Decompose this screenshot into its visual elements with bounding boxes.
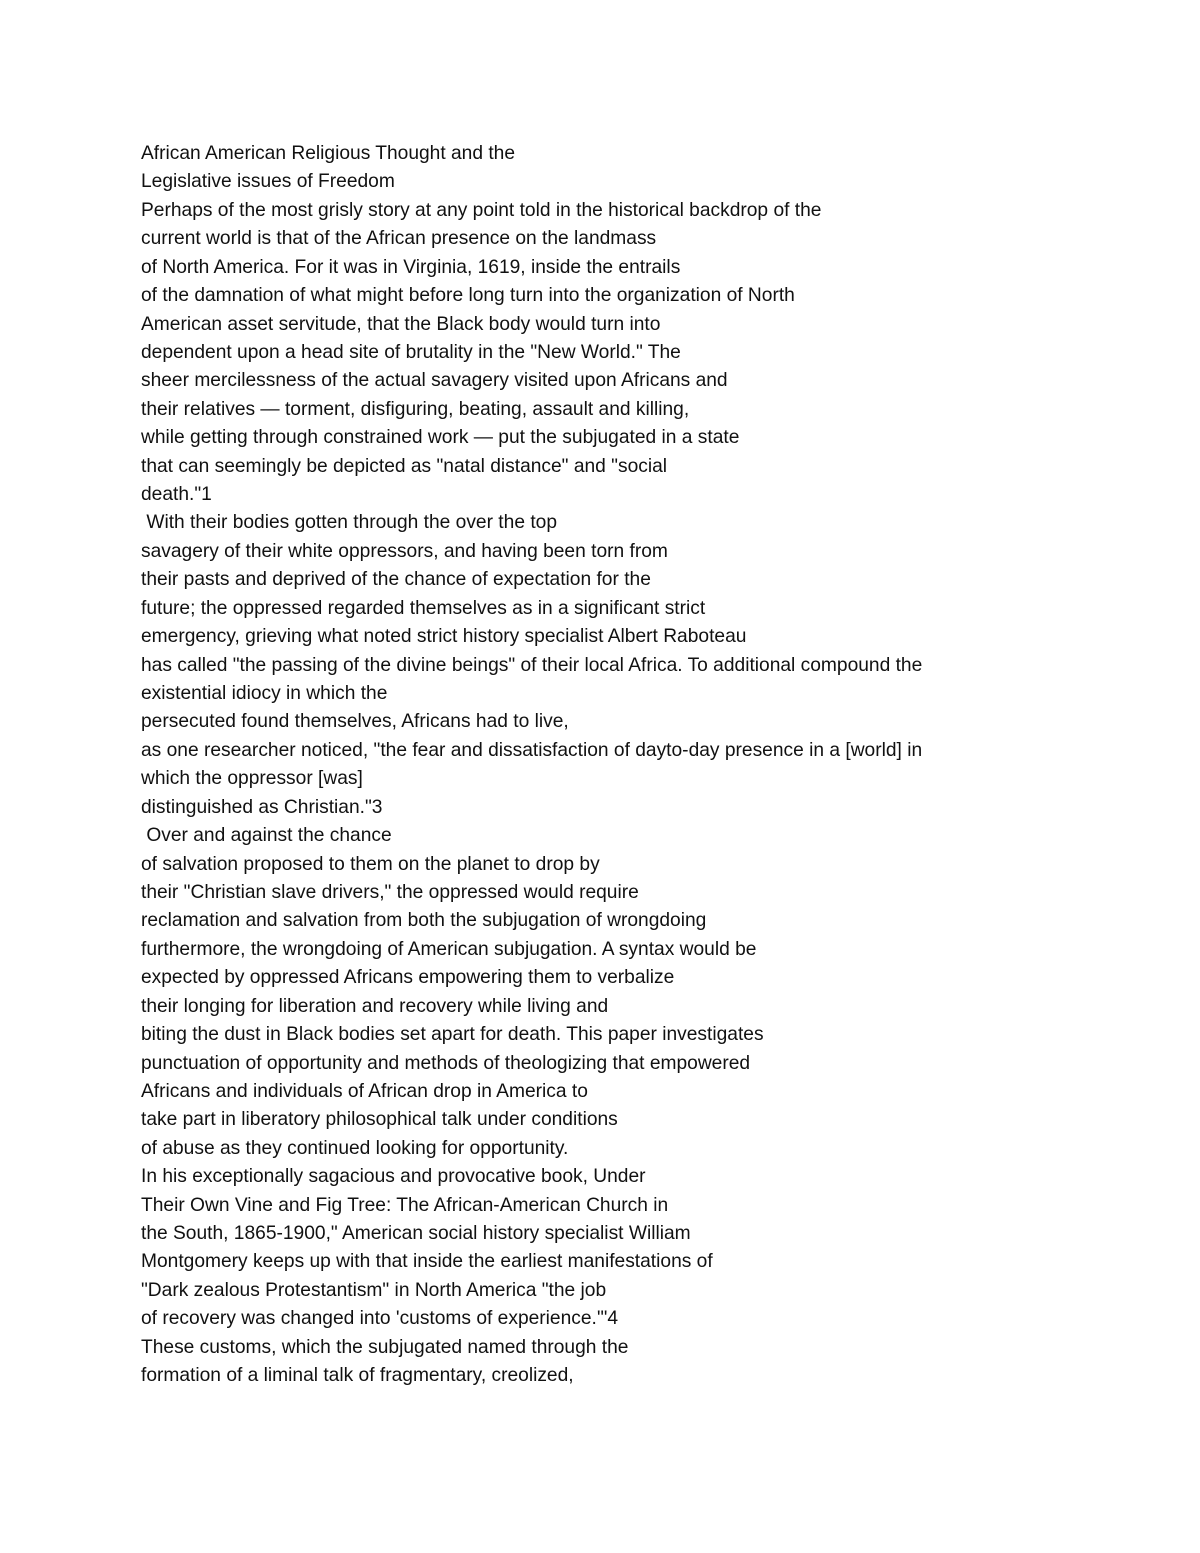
text-line: punctuation of opportunity and methods of theologizing that empowered <box>141 1052 751 1074</box>
text-line: current world is that of the African presence on the landmass <box>141 228 657 250</box>
text-line: which the oppressor [was] <box>141 768 363 790</box>
text-line: future; the oppressed regarded themselves as in a significant strict <box>141 597 706 619</box>
document-body <box>141 140 1041 1391</box>
text-line: Their Own Vine and Fig Tree: The African-American Church in <box>141 1194 669 1216</box>
text-line: formation of a liminal talk of fragmentary, creolized, <box>141 1365 574 1387</box>
text-line: take part in liberatory philosophical talk under conditions <box>141 1109 618 1131</box>
text-line: has called "the passing of the divine beings" of their local Africa. To additional compound the <box>141 654 923 676</box>
text-line: of North America. For it was in Virginia, 1619, inside the entrails <box>141 256 681 278</box>
text-line: expected by oppressed Africans empowering them to verbalize <box>141 967 675 989</box>
text-line: Montgomery keeps up with that inside the earliest manifestations of <box>141 1251 713 1273</box>
text-line: of abuse as they continued looking for opportunity. <box>141 1137 569 1159</box>
text-line: reclamation and salvation from both the subjugation of wrongdoing <box>141 910 707 932</box>
text-line: furthermore, the wrongdoing of American subjugation. A syntax would be <box>141 938 757 960</box>
text-line: biting the dust in Black bodies set apart for death. This paper investigates <box>141 1024 764 1046</box>
text-line: African American Religious Thought and the <box>141 143 516 164</box>
text-line: distinguished as Christian."3 <box>141 796 383 818</box>
text-line: dependent upon a head site of brutality in the "New World." The <box>141 341 681 363</box>
text-line: death."1 <box>141 484 212 506</box>
text-line: their pasts and deprived of the chance of expectation for the <box>141 569 651 591</box>
text-line: Legislative issues of Freedom <box>141 171 395 193</box>
text-line: while getting through constrained work — put the subjugated in a state <box>141 427 740 449</box>
text-line: American asset servitude, that the Black body would turn into <box>141 313 661 335</box>
text-line: savagery of their white oppressors, and having been torn from <box>141 540 668 562</box>
text-line: These customs, which the subjugated named through the <box>141 1336 629 1358</box>
text-line: of recovery was changed into 'customs of experience.'"4 <box>141 1308 619 1330</box>
text-line: their longing for liberation and recovery while living and <box>141 995 609 1017</box>
text-line: of the damnation of what might before long turn into the organization of North <box>141 285 795 307</box>
text-line: In his exceptionally sagacious and provocative book, Under <box>141 1166 646 1188</box>
text-line: With their bodies gotten through the over the top <box>141 512 557 534</box>
text-line: emergency, grieving what noted strict history specialist Albert Raboteau <box>141 626 747 648</box>
text-line: Africans and individuals of African drop in America to <box>141 1080 588 1102</box>
text-line: existential idiocy in which the <box>141 683 388 705</box>
text-line: as one researcher noticed, "the fear and dissatisfaction of dayto-day presence in a [world] in <box>141 739 923 761</box>
text-line: "Dark zealous Protestantism" in North America "the job <box>141 1279 607 1301</box>
text-line: Perhaps of the most grisly story at any point told in the historical backdrop of the <box>141 199 822 221</box>
text-line: persecuted found themselves, Africans had to live, <box>141 711 569 733</box>
text-line: that can seemingly be depicted as "natal distance" and "social <box>141 455 668 477</box>
text-line: Over and against the chance <box>141 825 392 847</box>
text-line: of salvation proposed to them on the planet to drop by <box>141 853 600 875</box>
text-line: the South, 1865-1900," American social history specialist William <box>141 1223 691 1245</box>
text-line: sheer mercilessness of the actual savagery visited upon Africans and <box>141 370 728 392</box>
text-line: their relatives — torment, disfiguring, beating, assault and killing, <box>141 398 690 420</box>
text-line: their "Christian slave drivers," the oppressed would require <box>141 881 639 903</box>
